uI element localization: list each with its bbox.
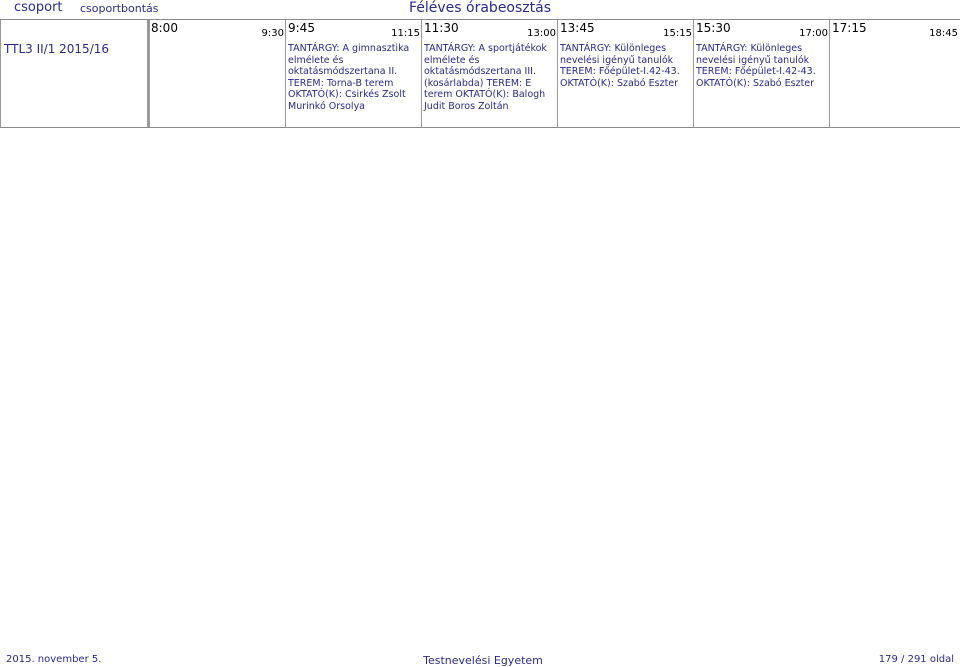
class-teacher: OKTATÓ(K): Csirkés Zsolt Murinkó Orsolya — [288, 89, 406, 112]
slot-end-time: 13:00 — [527, 28, 556, 39]
class-cell[interactable] — [424, 43, 552, 113]
slot-start-time: 8:00 — [151, 21, 178, 35]
grid-line — [0, 20, 1, 127]
class-subject: TANTÁRGY: A sportjátékok elmélete és oktatásmódszertana III. (kosárlabda) — [424, 43, 547, 89]
class-teacher: OKTATÓ(K): Szabó Eszter — [560, 77, 679, 89]
grid-line — [147, 20, 150, 127]
class-room: TEREM: Főépület-I.42-43. — [696, 66, 816, 78]
slot-start-time: 17:15 — [832, 21, 867, 35]
tab-csoportbontas[interactable]: csoportbontás — [80, 2, 159, 15]
footer-page-number: 179 / 291 oldal — [878, 654, 954, 665]
class-room: TEREM: E terem — [424, 77, 532, 101]
grid-line — [557, 20, 558, 127]
class-cell[interactable] — [288, 43, 416, 113]
class-room: TEREM: Torna-B terem — [288, 77, 394, 89]
timetable-grid — [0, 19, 960, 128]
slot-end-time: 9:30 — [261, 28, 284, 39]
footer-date: 2015. november 5. — [6, 654, 102, 665]
class-subject: TANTÁRGY: A gimnasztika elmélete és oktatásmódszertana II. — [288, 43, 410, 78]
grid-line — [285, 20, 286, 127]
group-label: TTL3 II/1 2015/16 — [4, 42, 110, 56]
slot-start-time: 11:30 — [424, 21, 459, 35]
slot-end-time: 18:45 — [929, 28, 958, 39]
class-cell[interactable] — [560, 43, 688, 89]
grid-line — [421, 20, 422, 127]
class-cell[interactable] — [696, 43, 824, 89]
slot-start-time: 15:30 — [696, 21, 731, 35]
page-title: Féléves órabeosztás — [408, 0, 552, 16]
slot-start-time: 13:45 — [560, 21, 595, 35]
grid-line — [693, 20, 694, 127]
class-teacher: OKTATÓ(K): Szabó Eszter — [696, 77, 815, 89]
class-room: TEREM: Főépület-I.42-43. — [560, 66, 680, 78]
slot-end-time: 15:15 — [663, 28, 692, 39]
grid-line — [829, 20, 830, 127]
slot-end-time: 17:00 — [799, 28, 828, 39]
tab-csoport[interactable]: csoport — [14, 0, 63, 15]
slot-start-time: 9:45 — [288, 21, 315, 35]
class-teacher: OKTATÓ(K): Balogh Judit Boros Zoltán — [424, 89, 546, 112]
footer-institution: Testnevelési Egyetem — [423, 654, 543, 667]
class-subject: TANTÁRGY: Különleges nevelési igényű tanulók — [696, 43, 810, 66]
slot-end-time: 11:15 — [391, 28, 420, 39]
class-subject: TANTÁRGY: Különleges nevelési igényű tanulók — [560, 43, 674, 66]
